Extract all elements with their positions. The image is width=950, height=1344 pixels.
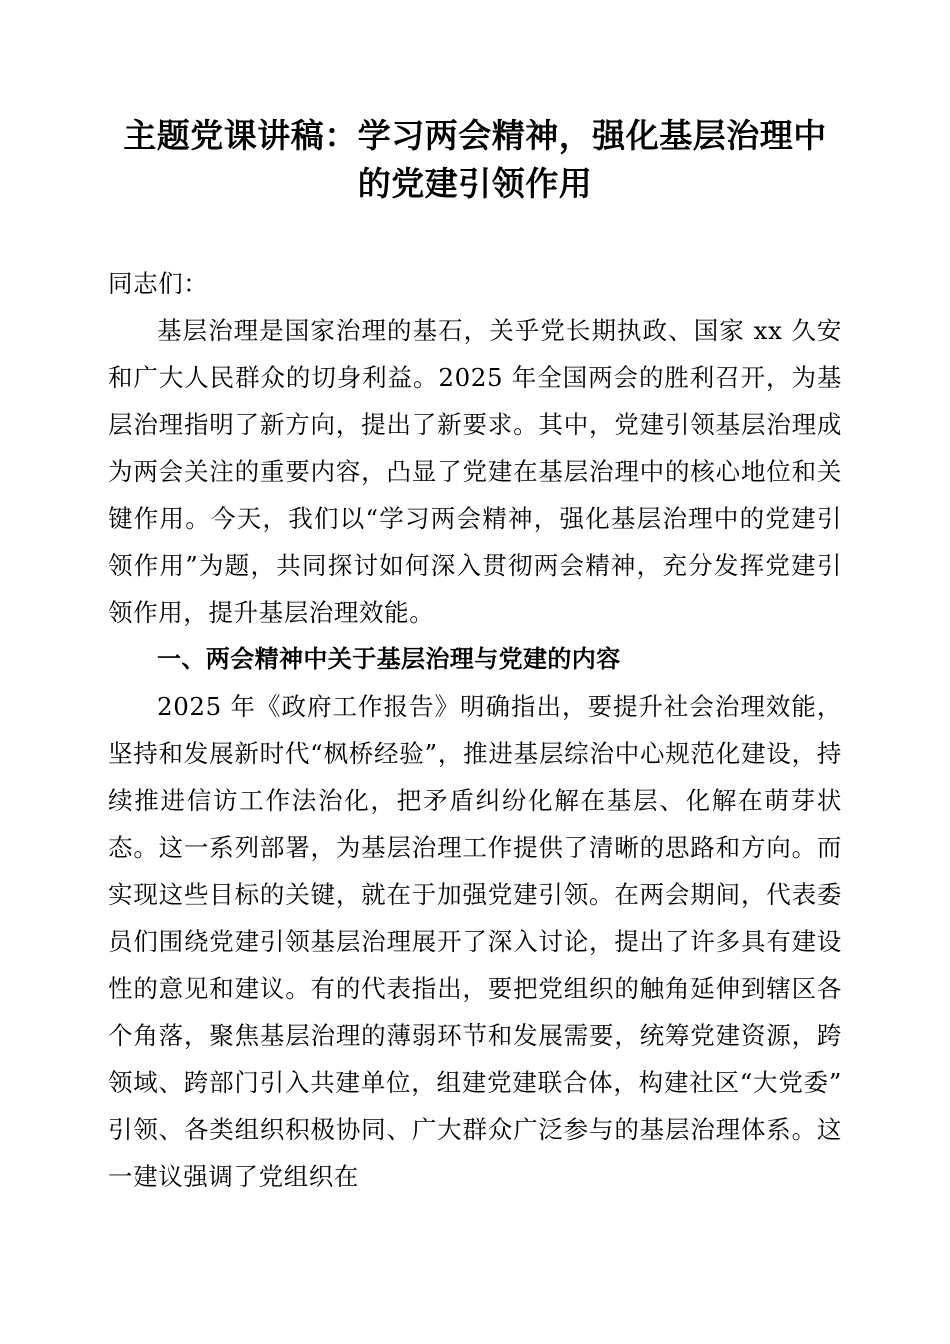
section-heading-1: 一、两会精神中关于基层治理与党建的内容 (157, 645, 621, 673)
body-paragraph-2: 2025 年《政府工作报告》明确指出，要提升社会治理效能，坚持和发展新时代“枫桥经验”，推进基层综治中心规范化建设，持续推进信访工作法治化，把矛盾纠纷化解在基层、化解在萌芽状态。这一系列部署，为基层治理工作提供了清晰的思路和方向。而实现这些目标的关键，就在于加强党建引领。在两会期间，代表委员们围绕党建引领基层治理展开了深入讨论，提出了许多具有建设性的意见和建议。有的代表指出，要把党组织的触角延伸到辖区各个角落，聚焦基层治理的薄弱环节和发展需要，统筹党建资源，跨领域、跨部门引入共建单位，组建党建联合体，构建社区“大党委”引领、各类组织积极协同、广大群众广泛参与的基层治理体系。这一建议强调了党组织在 (108, 692, 842, 1191)
body-paragraph-1: 基层治理是国家治理的基石，关乎党长期执政、国家 xx 久安和广大人民群众的切身利益。2025 年全国两会的胜利召开，为基层治理指明了新方向，提出了新要求。其中，党建引领基层治理成为两会关注的重要内容，凸显了党建在基层治理中的核心地位和关键作用。今天，我们以“学习两会精神，强化基层治理中的党建引领作用”为题，共同探讨如何深入贯彻两会精神，充分发挥党建引领作用，提升基层治理效能。 (108, 316, 842, 627)
salutation: 同志们： (108, 269, 209, 298)
page-title: 主题党课讲稿：学习两会精神，强化基层治理中的党建引领作用 (123, 116, 827, 203)
